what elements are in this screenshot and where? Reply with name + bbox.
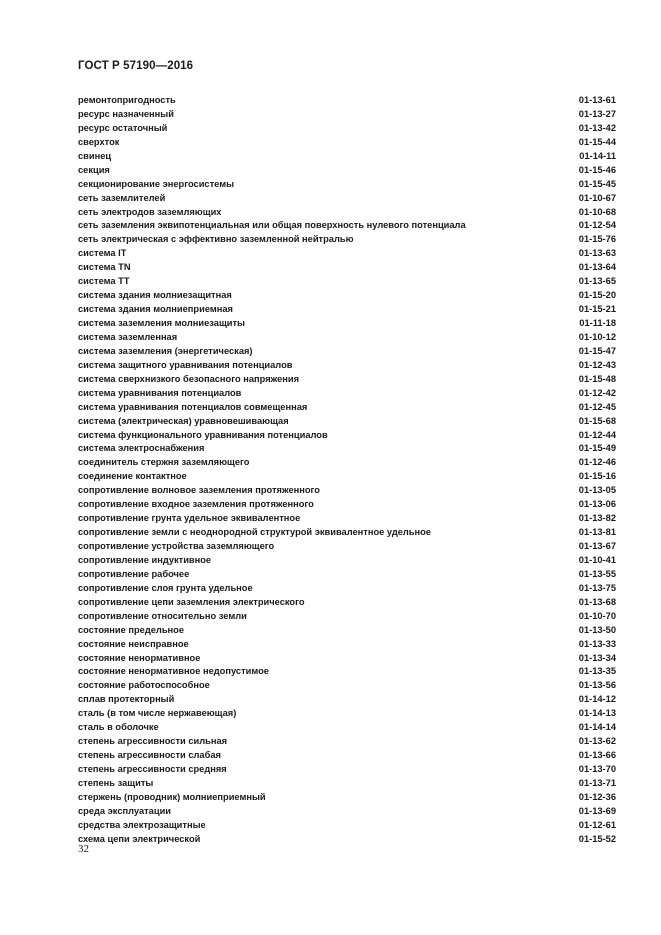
index-entry — [78, 456, 616, 470]
index-entry — [78, 777, 616, 791]
entry-code: 01-12-54 — [578, 220, 616, 231]
entry-term: свинец — [78, 150, 112, 161]
entry-code: 01-13-05 — [578, 485, 616, 496]
index-entry — [78, 665, 616, 679]
page-number: 32 — [78, 843, 89, 855]
index-entry — [78, 331, 616, 345]
index-entry — [78, 540, 616, 554]
entry-code: 01-13-55 — [578, 568, 616, 579]
entry-term: система заземления (энергетическая) — [78, 345, 253, 356]
index-entry — [78, 178, 616, 192]
entry-code: 01-13-68 — [578, 596, 616, 607]
entry-code: 01-11-18 — [579, 318, 616, 328]
entry-code: 01-15-45 — [578, 178, 616, 189]
entry-code: 01-10-68 — [578, 206, 616, 217]
entry-term: система заземления молниезащиты — [78, 318, 245, 328]
entry-code: 01-14-12 — [578, 694, 616, 705]
index-entry — [78, 707, 616, 721]
entry-term: сопротивление индуктивное — [78, 554, 212, 565]
entry-term: среда эксплуатации — [78, 805, 171, 816]
entry-term: степень агрессивности средняя — [78, 764, 227, 774]
entry-term: ремонтопригодность — [78, 95, 176, 105]
index-entry — [78, 763, 616, 777]
entry-term: состояние ненормативное недопустимое — [78, 666, 269, 677]
entry-term: сеть заземлителей — [78, 192, 166, 203]
entry-term: сталь (в том числе нержавеющая) — [78, 708, 237, 719]
index-entry — [78, 679, 616, 693]
entry-term: схема цепи электрической — [78, 833, 201, 844]
index-entry — [78, 108, 616, 122]
entry-code: 01-12-45 — [578, 401, 616, 412]
index-entry — [78, 470, 616, 484]
index-entry — [78, 554, 616, 568]
index-entry — [78, 359, 616, 373]
index-entry — [78, 233, 616, 247]
entry-code: 01-10-70 — [578, 610, 616, 621]
entry-code: 01-12-44 — [578, 429, 616, 440]
entry-term: сверхток — [78, 136, 120, 147]
entry-code: 01-13-71 — [578, 777, 616, 788]
index-entry — [78, 805, 616, 819]
index-entry — [78, 512, 616, 526]
entry-term: состояние неисправное — [78, 638, 189, 649]
entry-code: 01-15-48 — [578, 373, 616, 384]
entry-term: стержень (проводник) молниеприемный — [78, 791, 266, 802]
entry-term: степень агрессивности слабая — [78, 750, 221, 761]
entry-code: 01-15-44 — [578, 136, 616, 147]
entry-term: состояние работоспособное — [78, 680, 210, 691]
entry-term: сопротивление грунта удельное эквивалентное — [78, 513, 301, 524]
entry-code: 01-13-63 — [578, 248, 616, 259]
entry-code: 01-15-52 — [578, 833, 616, 844]
entry-term: сеть заземления эквипотенциальная или общая поверхность нулевого потенциала — [78, 220, 466, 231]
entry-term: сопротивление устройства заземляющего — [78, 541, 275, 551]
index-entry — [78, 303, 616, 317]
entry-code: 01-10-41 — [578, 554, 616, 565]
entry-code: 01-15-76 — [578, 234, 616, 245]
entry-code: 01-13-06 — [578, 499, 616, 510]
entry-code: 01-12-42 — [578, 387, 616, 398]
index-entry — [78, 401, 616, 415]
entry-term: состояние предельное — [78, 624, 185, 635]
index-entry — [78, 317, 616, 331]
entry-term: степень агрессивности сильная — [78, 736, 228, 747]
entry-term: система функционального уравнивания потенциалов — [78, 429, 328, 440]
index-entry — [78, 415, 616, 429]
entry-term: сопротивление волновое заземления протяженного — [78, 485, 320, 496]
entry-term: секционирование энергосистемы — [78, 178, 235, 189]
entry-term: система электроснабжения — [78, 443, 205, 454]
index-entry — [78, 484, 616, 498]
index-entry — [78, 568, 616, 582]
entry-code: 01-15-49 — [578, 443, 616, 454]
index-entry — [78, 387, 616, 401]
entry-code: 01-14-14 — [578, 722, 616, 733]
entry-term: соединение контактное — [78, 471, 187, 482]
entry-term: средства электрозащитные — [78, 819, 206, 830]
entry-term: система TT — [78, 276, 130, 287]
index-entry — [78, 721, 616, 735]
index-entry — [78, 833, 616, 847]
entry-term: система здания молниеприемная — [78, 304, 233, 315]
entry-code: 01-13-64 — [578, 262, 616, 273]
entry-term: система IT — [78, 248, 127, 259]
entry-code: 01-13-62 — [578, 736, 616, 747]
entry-code: 01-13-65 — [578, 276, 616, 287]
index-entry — [78, 122, 616, 136]
entry-code: 01-13-67 — [578, 541, 616, 551]
index-entry — [78, 498, 616, 512]
entry-code: 01-13-42 — [578, 122, 616, 133]
entry-term: сеть электрическая с эффективно заземленной нейтралью — [78, 234, 354, 245]
index-entry — [78, 373, 616, 387]
entry-term: сопротивление относительно земли — [78, 610, 247, 621]
entry-code: 01-12-43 — [578, 359, 616, 370]
entry-term: система (электрическая) уравновешивающая — [78, 415, 289, 426]
index-entry — [78, 164, 616, 178]
index-entry — [78, 345, 616, 359]
entry-code: 01-15-20 — [578, 290, 616, 301]
entry-term: сопротивление земли с неоднородной структурой эквивалентное удельное — [78, 527, 431, 538]
entry-code: 01-14-13 — [578, 708, 616, 719]
entry-term: ресурс остаточный — [78, 122, 168, 133]
index-entry — [78, 610, 616, 624]
entry-code: 01-13-75 — [578, 582, 616, 593]
entry-term: сопротивление рабочее — [78, 568, 190, 579]
entry-term: система заземленная — [78, 331, 178, 342]
entry-code: 01-13-82 — [578, 513, 616, 524]
index-entry — [78, 94, 616, 108]
entry-code: 01-13-34 — [578, 652, 616, 663]
index-entry — [78, 693, 616, 707]
entry-code: 01-13-69 — [578, 805, 616, 816]
entry-term: соединитель стержня заземляющего — [78, 457, 250, 468]
term-index-list — [78, 94, 616, 847]
index-entry — [78, 206, 616, 220]
index-entry — [78, 791, 616, 805]
entry-code: 01-12-46 — [578, 457, 616, 468]
entry-code: 01-13-61 — [578, 95, 616, 105]
entry-code: 01-15-21 — [578, 304, 616, 315]
entry-code: 01-13-81 — [578, 527, 616, 538]
index-entry — [78, 275, 616, 289]
entry-code: 01-12-36 — [578, 791, 616, 802]
entry-code: 01-10-12 — [578, 331, 616, 342]
index-entry — [78, 442, 616, 456]
entry-code: 01-13-35 — [578, 666, 616, 677]
index-entry — [78, 596, 616, 610]
index-entry — [78, 624, 616, 638]
entry-code: 01-12-61 — [578, 819, 616, 830]
entry-code: 01-13-56 — [578, 680, 616, 691]
index-entry — [78, 192, 616, 206]
index-entry — [78, 429, 616, 443]
index-entry — [78, 289, 616, 303]
index-entry — [78, 261, 616, 275]
entry-code: 01-14-11 — [579, 150, 616, 161]
entry-code: 01-13-66 — [578, 750, 616, 761]
entry-term: система сверхнизкого безопасного напряжения — [78, 373, 300, 384]
entry-term: система уравнивания потенциалов — [78, 387, 242, 398]
index-entry — [78, 735, 616, 749]
index-entry — [78, 638, 616, 652]
entry-term: сплав протекторный — [78, 694, 175, 705]
index-entry — [78, 582, 616, 596]
entry-code: 01-13-27 — [578, 108, 616, 119]
entry-term: система уравнивания потенциалов совмещенная — [78, 401, 308, 412]
index-entry — [78, 247, 616, 261]
entry-code: 01-10-67 — [578, 192, 616, 203]
entry-code: 01-13-33 — [578, 638, 616, 649]
entry-term: сталь в оболочке — [78, 722, 159, 733]
entry-term: состояние ненормативное — [78, 652, 201, 663]
entry-code: 01-15-68 — [578, 415, 616, 426]
index-entry — [78, 526, 616, 540]
entry-code: 01-15-47 — [578, 345, 616, 356]
entry-term: сеть электродов заземляющих — [78, 206, 222, 217]
entry-code: 01-13-50 — [578, 624, 616, 635]
index-entry — [78, 749, 616, 763]
entry-term: сопротивление входное заземления протяженного — [78, 499, 314, 510]
entry-code: 01-13-70 — [578, 764, 616, 774]
index-entry — [78, 136, 616, 150]
index-entry — [78, 819, 616, 833]
index-entry — [78, 150, 616, 164]
entry-term: сопротивление цепи заземления электрического — [78, 596, 305, 607]
entry-code: 01-15-46 — [578, 164, 616, 175]
entry-term: система защитного уравнивания потенциалов — [78, 359, 293, 370]
entry-term: система TN — [78, 262, 131, 273]
entry-code: 01-15-16 — [578, 471, 616, 482]
entry-term: сопротивление слоя грунта удельное — [78, 582, 253, 593]
index-entry — [78, 219, 616, 233]
entry-term: ресурс назначенный — [78, 108, 174, 119]
entry-term: степень защиты — [78, 777, 154, 788]
document-header: ГОСТ Р 57190—2016 — [78, 60, 194, 72]
index-entry — [78, 652, 616, 666]
entry-term: система здания молниезащитная — [78, 290, 232, 301]
entry-term: секция — [78, 164, 110, 175]
